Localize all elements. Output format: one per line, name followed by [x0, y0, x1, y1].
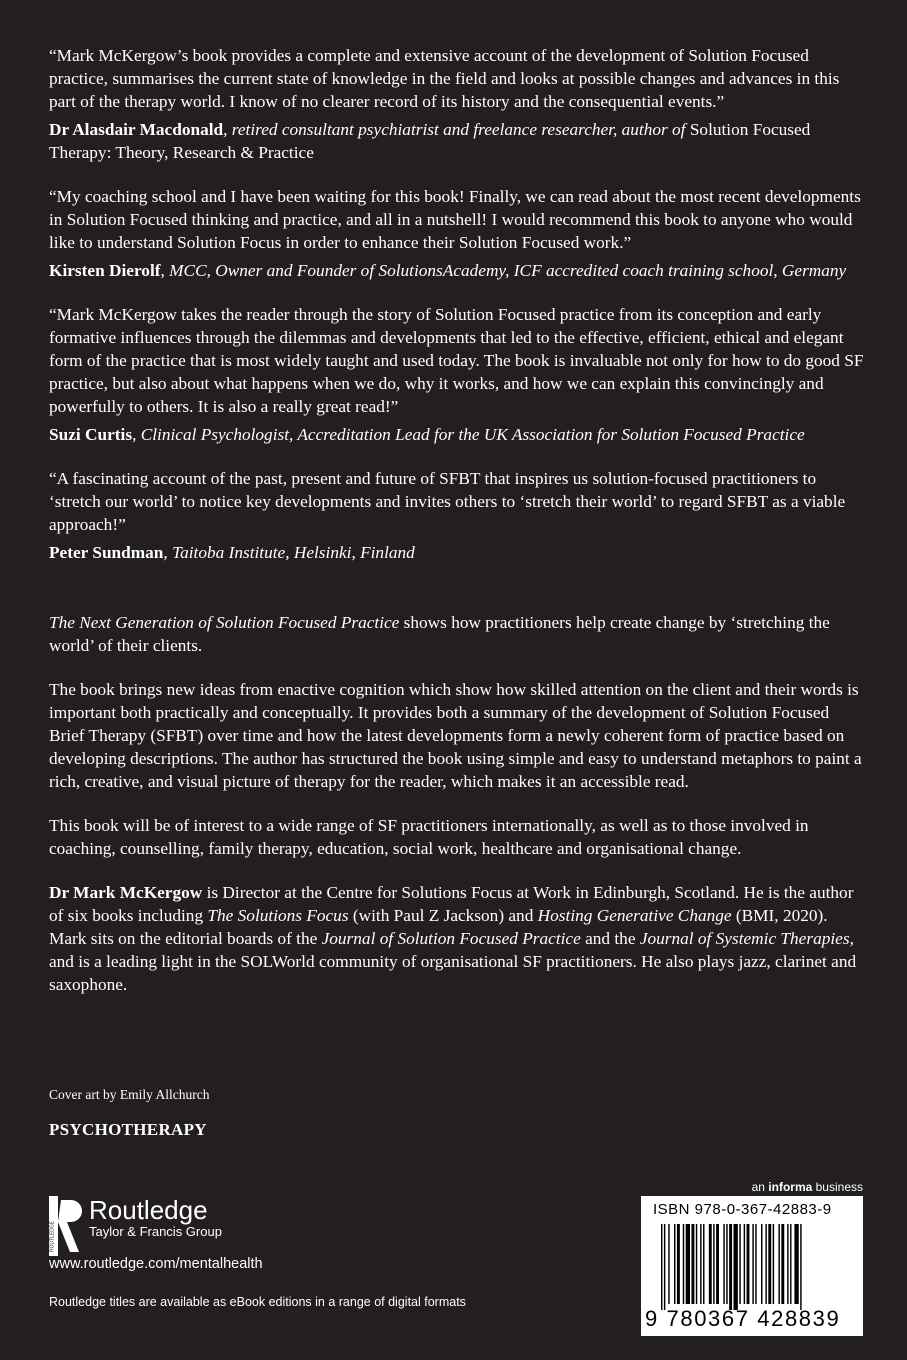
author-bio	[49, 881, 865, 996]
endorsement-quote: “My coaching school and I have been waiting for this book! Finally, we can read about the most recent developments in Solution Focused thinking and practice, and all in a nutshell! I would recommend this book to anyone who would like to understand Solution Focus in order to enhance their Solution Focused work.”	[49, 187, 861, 252]
endorser-affiliation: , Taitoba Institute, Helsinki, Finland	[163, 543, 415, 562]
barcode-bar	[739, 1224, 740, 1304]
barcode-bar	[765, 1224, 766, 1304]
author-bio-text: , and is a leading light in the SOLWorld community of organisational SF practitioners. He also plays jazz, clarinet and saxophone.	[49, 929, 857, 994]
barcode-bar	[709, 1224, 712, 1304]
barcode-bar	[661, 1224, 662, 1310]
endorsement-2	[49, 185, 865, 282]
endorsement-3	[49, 303, 865, 446]
endorsement-attribution	[49, 259, 865, 282]
endorser-name: Kirsten Dierolf	[49, 261, 161, 280]
author-bio-text: (BMI, 2020). Mark sits on the editorial boards of the	[49, 906, 828, 948]
description-intro-text: shows how practitioners help create change by ‘stretching the world’ of their clients.	[49, 613, 830, 655]
barcode-bar	[794, 1224, 798, 1304]
author-bio-text: is Director at the Centre for Solutions Focus at Work in Edinburgh, Scotland. He is the author of six books including	[49, 883, 854, 925]
ebook-note: Routledge titles are available as eBook editions in a range of digital formats	[49, 1295, 466, 1309]
back-cover-text	[49, 44, 865, 1017]
barcode-bar	[683, 1224, 684, 1304]
routledge-r-icon	[49, 1196, 83, 1256]
barcode-bar	[677, 1224, 680, 1304]
barcode-bar	[755, 1224, 756, 1304]
barcode-bar	[744, 1224, 745, 1304]
barcode-bar	[790, 1224, 791, 1304]
description-audience: This book will be of interest to a wide range of SF practitioners internationally, as well as to those involved in coaching, counselling, family therapy, education, social work, healthcare and organisational change.	[49, 816, 809, 858]
book-title: The Next Generation of Solution Focused Practice	[49, 613, 400, 632]
subject-category: PSYCHOTHERAPY	[49, 1120, 207, 1139]
barcode-bar	[781, 1224, 784, 1304]
informa-brand: informa	[768, 1180, 813, 1194]
cover-art-credit: Cover art by Emily Allchurch	[49, 1087, 210, 1102]
barcode-bar	[773, 1224, 774, 1304]
endorser-name: Peter Sundman	[49, 543, 164, 562]
barcode-bar	[703, 1224, 704, 1304]
barcode-bar	[734, 1224, 738, 1310]
journal-1: Journal of Solution Focused Practice	[321, 929, 581, 948]
isbn: ISBN 978-0-367-42883-9	[653, 1201, 832, 1218]
svg-text:ROUTLEDGE: ROUTLEDGE	[49, 1220, 56, 1252]
barcode-bar	[787, 1224, 788, 1304]
author-book-2: Hosting Generative Change	[537, 906, 732, 925]
endorsement-attribution	[49, 423, 865, 446]
barcode-bar	[752, 1224, 753, 1304]
endorsement-quote: “Mark McKergow’s book provides a complete and extensive account of the development of Solution Focused practice, summarises the current state of knowledge in the field and looks at possible changes and advances in this part of the therapy world. I know of no clearer record of its history and the consequential events.”	[49, 46, 840, 111]
author-book-1: The Solutions Focus	[207, 906, 349, 925]
barcode-bar	[778, 1224, 779, 1304]
barcode-bar	[716, 1224, 719, 1304]
barcode-bar	[729, 1224, 732, 1310]
endorser-affiliation: , MCC, Owner and Founder of SolutionsAcademy, ICF accredited coach training school, Germany	[160, 261, 847, 280]
description-intro	[49, 611, 865, 657]
barcode-bar	[800, 1224, 801, 1310]
barcode-bar	[768, 1224, 771, 1304]
barcode-bar	[674, 1224, 675, 1304]
endorser-affiliation: , retired consultant psychiatrist and freelance researcher, author of	[223, 120, 690, 139]
barcode-bar	[686, 1224, 690, 1304]
endorser-book-title: Solution Focused Therapy: Theory, Research & Practice	[49, 120, 811, 162]
informa-tagline	[752, 1180, 863, 1194]
publisher-wordmark	[89, 1196, 222, 1240]
endorsement-quote: “A fascinating account of the past, present and future of SFBT that inspires us solution-focused practitioners to ‘stretch our world’ to notice key developments and invites others to ‘stretch their world’ to regard SFBT as a viable approach!”	[49, 469, 846, 534]
endorsement-attribution	[49, 541, 865, 564]
barcode-bar	[723, 1224, 724, 1304]
author-bio-text: (with Paul Z Jackson) and	[348, 906, 538, 925]
barcode-bar	[664, 1224, 665, 1310]
informa-suffix: business	[812, 1180, 863, 1194]
journal-2: Journal of Systemic Therapies	[639, 929, 850, 948]
endorser-affiliation: , Clinical Psychologist, Accreditation Lead for the UK Association for Solution Focused Practice	[132, 425, 805, 444]
description-body: The book brings new ideas from enactive cognition which show how skilled attention on the client and their words is important both practically and conceptually. It provides both a summary of the development of Solution Focused Brief Therapy (SFBT) over time and how the latest developments form a newly coherent form of practice based on developing descriptions. The author has structured the book using simple and easy to understand metaphors to paint a rich, creative, and visual picture of therapy for the reader, which makes it an accessible read.	[49, 680, 862, 791]
barcode-bar	[713, 1224, 714, 1304]
author-name: Dr Mark McKergow	[49, 883, 203, 902]
barcode-number: 9 780367 428839	[645, 1306, 841, 1331]
barcode	[641, 1196, 863, 1336]
barcode-bar	[761, 1224, 762, 1304]
publisher-group: Taylor & Francis Group	[89, 1224, 222, 1239]
endorsement-4	[49, 467, 865, 564]
endorser-name: Suzi Curtis	[49, 425, 133, 444]
publisher-logo	[49, 1196, 222, 1256]
endorsement-attribution	[49, 118, 865, 164]
publisher-name: Routledge	[89, 1195, 208, 1225]
barcode-bar	[700, 1224, 701, 1304]
barcode-bar	[696, 1224, 697, 1304]
author-bio-text: and the	[580, 929, 640, 948]
endorser-name: Dr Alasdair Macdonald	[49, 120, 224, 139]
informa-prefix: an	[751, 1180, 769, 1194]
barcode-bar	[726, 1224, 727, 1304]
endorsement-1	[49, 44, 865, 164]
barcode-bar	[747, 1224, 750, 1304]
publisher-url[interactable]: www.routledge.com/mentalhealth	[49, 1256, 263, 1272]
barcode-bars	[661, 1224, 847, 1310]
barcode-bar	[691, 1224, 694, 1304]
endorsement-quote: “Mark McKergow takes the reader through the story of Solution Focused practice from its conception and early formative influences through the dilemmas and developments that led to the effective, efficient, ethical and elegant form of the practice that is most widely taught and used today. The book is invaluable not only for how to do good SF practice, but also about what happens when we do, why it works, and how we can explain this convincingly and powerfully to others. It is also a really great read!”	[49, 305, 864, 416]
barcode-bar	[668, 1224, 669, 1304]
